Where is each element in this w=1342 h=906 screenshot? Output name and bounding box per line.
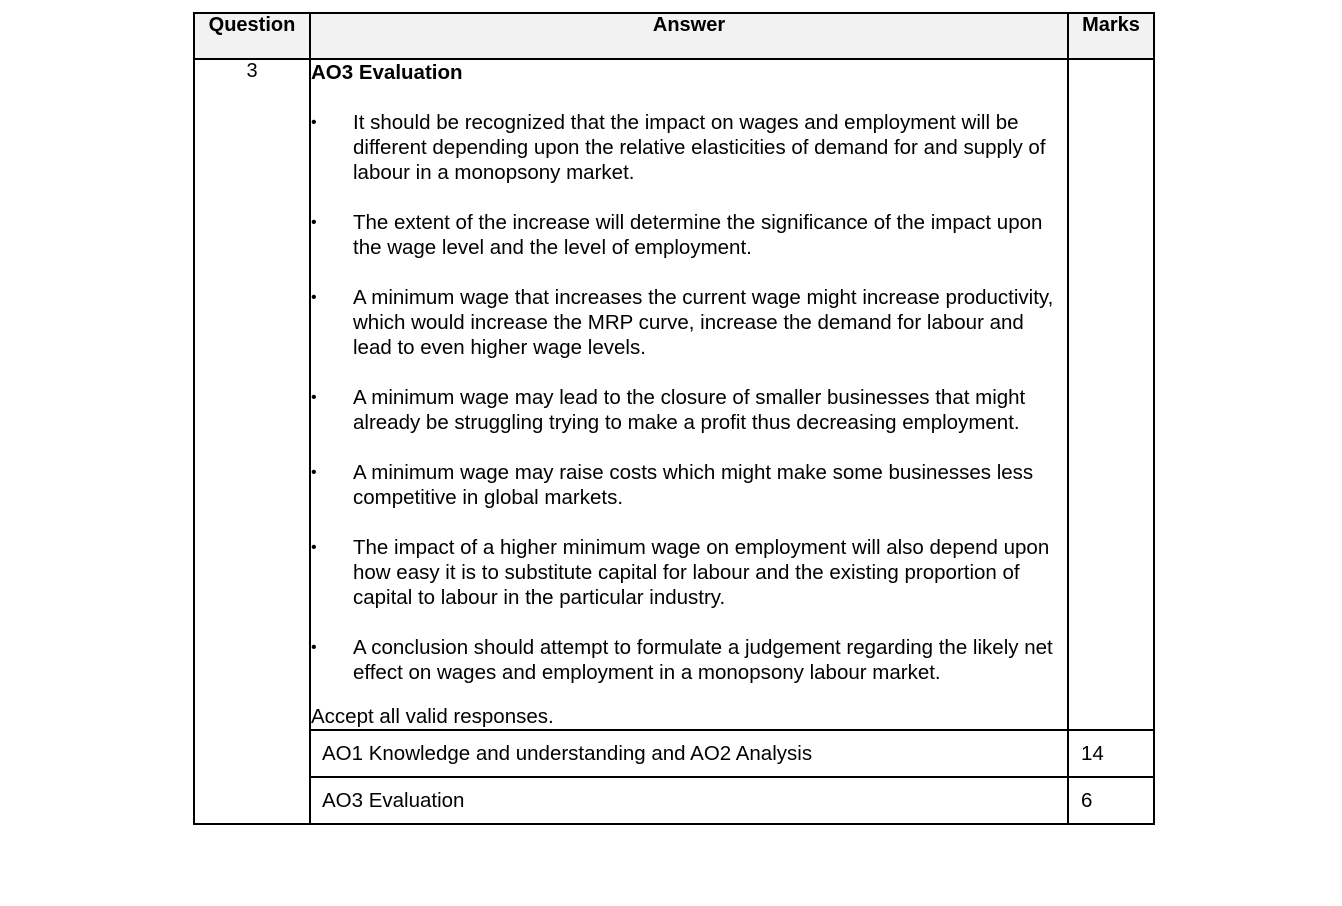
point-text: The extent of the increase will determine the significance of the impact upon the wage level and the level of employment.	[353, 211, 1043, 259]
list-item	[311, 635, 1067, 685]
question-number: 3	[194, 59, 310, 824]
point-text: A conclusion should attempt to formulate a judgement regarding the likely net effect on wages and employment in a monopsony labour market.	[353, 636, 1053, 684]
point-text: It should be recognized that the impact on wages and employment will be different depending upon the relative elasticities of demand for and supply of labour in a monopsony market.	[353, 111, 1046, 184]
header-question: Question	[194, 13, 310, 59]
point-text: A minimum wage that increases the current wage might increase productivity, which would increase the MRP curve, increase the demand for labour and lead to even higher wage levels.	[353, 286, 1054, 359]
answer-cell	[310, 59, 1068, 730]
list-item	[311, 285, 1067, 360]
bullet-icon: •	[311, 539, 317, 556]
section-title: AO3 Evaluation	[311, 61, 463, 84]
list-item	[311, 110, 1067, 185]
point-text: The impact of a higher minimum wage on employment will also depend upon how easy it is to substitute capital for labour and the existing proportion of capital to labour in the particular industry.	[353, 536, 1050, 609]
header-answer: Answer	[310, 13, 1068, 59]
point-text: A minimum wage may lead to the closure of smaller businesses that might already be struggling trying to make a profit thus decreasing employment.	[353, 386, 1026, 434]
table-row	[194, 730, 1154, 777]
list-item	[311, 210, 1067, 260]
accept-note: Accept all valid responses.	[311, 705, 554, 728]
bullet-icon: •	[311, 389, 317, 406]
bullet-icon: •	[311, 639, 317, 656]
mark-row-value: 6	[1068, 777, 1154, 824]
evaluation-points	[311, 110, 1067, 685]
mark-row-value: 14	[1068, 730, 1154, 777]
point-text: A minimum wage may raise costs which might make some businesses less competitive in global markets.	[353, 461, 1034, 509]
answer-row	[194, 59, 1154, 730]
list-item	[311, 460, 1067, 510]
mark-scheme-table	[193, 12, 1155, 825]
list-item	[311, 535, 1067, 610]
mark-row-label: AO1 Knowledge and understanding and AO2 Analysis	[310, 730, 1068, 777]
table-row	[194, 777, 1154, 824]
mark-row-label: AO3 Evaluation	[310, 777, 1068, 824]
bullet-icon: •	[311, 464, 317, 481]
header-row	[194, 13, 1154, 59]
list-item	[311, 385, 1067, 435]
marks-cell-empty	[1068, 59, 1154, 730]
bullet-icon: •	[311, 114, 317, 131]
bullet-icon: •	[311, 289, 317, 306]
bullet-icon: •	[311, 214, 317, 231]
header-marks: Marks	[1068, 13, 1154, 59]
